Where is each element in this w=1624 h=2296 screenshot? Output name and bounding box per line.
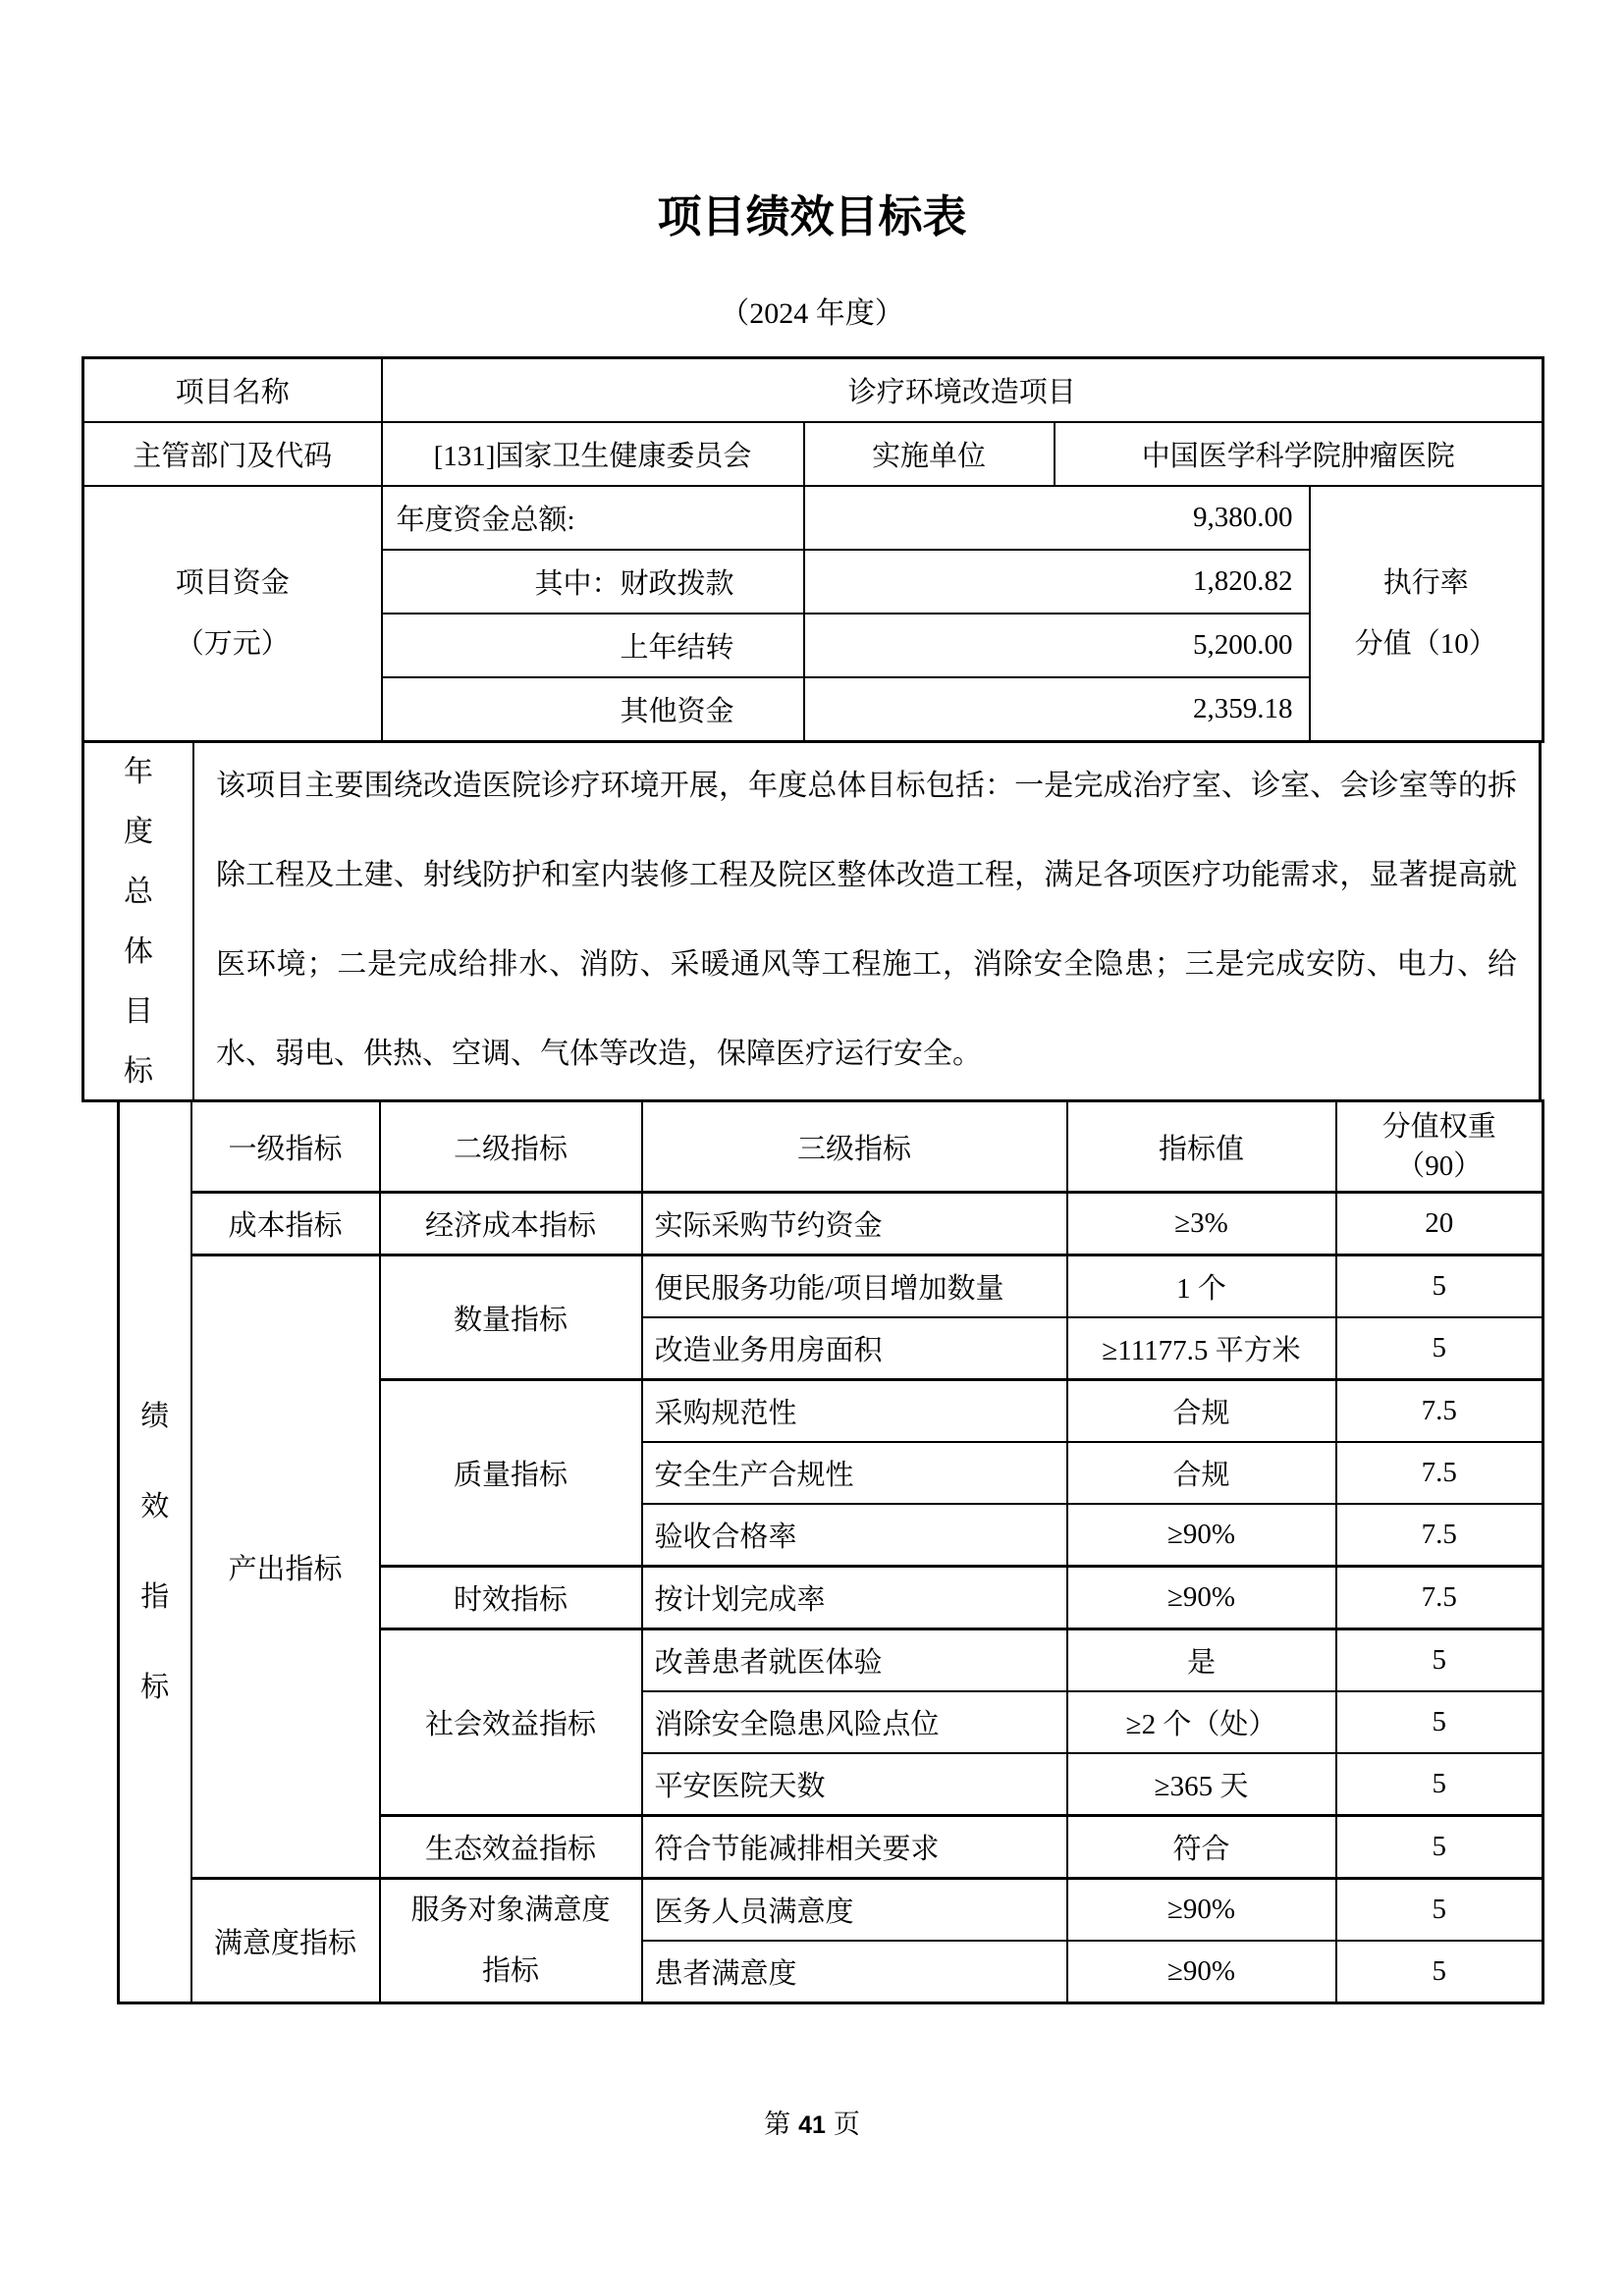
level2-service-satisfaction — [380, 1879, 642, 2003]
annual-goal-label: 年度总体目标 — [124, 755, 153, 1088]
level2-timeliness: 时效指标 — [380, 1567, 642, 1629]
level1-cost: 成本指标 — [191, 1193, 380, 1255]
indicator-name: 消除安全隐患风险点位 — [642, 1691, 1067, 1753]
indicator-value: ≥90% — [1067, 1879, 1336, 1942]
indicator-name: 改造业务用房面积 — [642, 1317, 1067, 1380]
indicator-value: ≥3% — [1067, 1193, 1336, 1255]
indicator-name: 安全生产合规性 — [642, 1442, 1067, 1504]
indicator-row — [119, 1193, 1543, 1255]
level2-service-line1: 服务对象满意度 — [410, 1895, 611, 1926]
level2-economic: 经济成本指标 — [380, 1193, 642, 1255]
indicator-weight: 5 — [1336, 1879, 1543, 1942]
indicators-section-label: 绩效指标 — [140, 1401, 170, 1703]
indicator-name: 患者满意度 — [642, 1941, 1067, 2003]
header-weight-line2: （90） — [1396, 1150, 1483, 1182]
funding-fiscal-label: 其中：财政拨款 — [382, 550, 804, 614]
indicator-value: ≥90% — [1067, 1504, 1336, 1567]
header-weight — [1336, 1101, 1543, 1193]
funding-fiscal-amount: 1,820.82 — [804, 550, 1310, 614]
indicator-weight: 5 — [1336, 1691, 1543, 1753]
project-name-label: 项目名称 — [83, 358, 382, 423]
footer-prefix: 第 — [764, 2109, 791, 2139]
header-value: 指标值 — [1067, 1101, 1336, 1193]
indicators-header-row — [119, 1101, 1543, 1193]
department-row — [83, 422, 1543, 486]
page-subtitle: （2024 年度） — [720, 297, 904, 330]
indicator-value: 合规 — [1067, 1380, 1336, 1443]
execution-rate-line1: 执行率 — [1382, 567, 1469, 599]
indicator-value: ≥90% — [1067, 1567, 1336, 1629]
execution-rate-line2: 分值（10） — [1354, 628, 1497, 660]
indicator-value: ≥2 个（处） — [1067, 1691, 1336, 1753]
indicator-row — [119, 1255, 1543, 1318]
indicator-weight: 7.5 — [1336, 1504, 1543, 1567]
indicator-name: 按计划完成率 — [642, 1567, 1067, 1629]
indicator-value: ≥11177.5 平方米 — [1067, 1317, 1336, 1380]
indicator-value: 合规 — [1067, 1442, 1336, 1504]
indicator-weight: 5 — [1336, 1941, 1543, 2003]
indicator-name: 符合节能减排相关要求 — [642, 1816, 1067, 1879]
indicator-weight: 5 — [1336, 1317, 1543, 1380]
performance-indicators-table — [117, 1099, 1544, 2004]
page-title: 项目绩效目标表 — [657, 192, 967, 241]
funding-carryover-amount: 5,200.00 — [804, 614, 1310, 677]
indicator-name: 平安医院天数 — [642, 1753, 1067, 1816]
indicator-name: 医务人员满意度 — [642, 1879, 1067, 1942]
funding-row-total — [83, 486, 1543, 550]
level2-quality: 质量指标 — [380, 1380, 642, 1567]
indicator-weight: 7.5 — [1336, 1380, 1543, 1443]
indicator-value: ≥365 天 — [1067, 1753, 1336, 1816]
indicator-name: 便民服务功能/项目增加数量 — [642, 1255, 1067, 1318]
indicator-value: ≥90% — [1067, 1941, 1336, 2003]
implementing-unit-value: 中国医学科学院肿瘤医院 — [1055, 422, 1543, 486]
implementing-unit-label: 实施单位 — [804, 422, 1055, 486]
footer-suffix: 页 — [833, 2109, 860, 2139]
indicator-weight: 20 — [1336, 1193, 1543, 1255]
indicator-value: 是 — [1067, 1629, 1336, 1692]
project-name-value: 诊疗环境改造项目 — [382, 358, 1543, 423]
indicator-weight: 7.5 — [1336, 1567, 1543, 1629]
level2-ecological: 生态效益指标 — [380, 1816, 642, 1879]
funding-other-amount: 2,359.18 — [804, 677, 1310, 742]
department-value: [131]国家卫生健康委员会 — [382, 422, 804, 486]
funding-total-label: 年度资金总额: — [382, 486, 804, 550]
indicator-weight: 5 — [1336, 1255, 1543, 1318]
indicator-name: 改善患者就医体验 — [642, 1629, 1067, 1692]
page-footer — [0, 2103, 1624, 2141]
header-weight-line1: 分值权重 — [1381, 1111, 1496, 1143]
level2-social: 社会效益指标 — [380, 1629, 642, 1816]
department-label: 主管部门及代码 — [83, 422, 382, 486]
header-level3: 三级指标 — [642, 1101, 1067, 1193]
indicator-weight: 5 — [1336, 1753, 1543, 1816]
indicator-weight: 5 — [1336, 1816, 1543, 1879]
level2-service-line2: 指标 — [481, 1955, 539, 1987]
level1-satisfaction: 满意度指标 — [191, 1879, 380, 2003]
indicator-name: 验收合格率 — [642, 1504, 1067, 1567]
footer-page-number: 41 — [798, 2111, 826, 2139]
indicator-weight: 5 — [1336, 1629, 1543, 1692]
funding-other-label: 其他资金 — [382, 677, 804, 742]
indicator-weight: 7.5 — [1336, 1442, 1543, 1504]
indicator-name: 采购规范性 — [642, 1380, 1067, 1443]
level2-quantity: 数量指标 — [380, 1255, 642, 1380]
annual-goal-section — [81, 743, 1542, 1102]
indicator-value: 符合 — [1067, 1816, 1336, 1879]
annual-goal-label-cell — [84, 743, 194, 1099]
header-level2: 二级指标 — [380, 1101, 642, 1193]
annual-goal-text: 该项目主要围绕改造医院诊疗环境开展，年度总体目标包括：一是完成治疗室、诊室、会诊室等的拆除工程及土建、射线防护和室内装修工程及院区整体改造工程，满足各项医疗功能需求，显著提高就医环境；二是完成给排水、消防、采暖通风等工程施工，消除安全隐患；三是完成安防、电力、给水、弱电、供热、空调、气体等改造，保障医疗运行安全。 — [216, 770, 1517, 1070]
project-info-table — [81, 356, 1544, 743]
funding-carryover-label: 上年结转 — [382, 614, 804, 677]
funding-label — [83, 486, 382, 742]
header-level1: 一级指标 — [191, 1101, 380, 1193]
indicators-section-label-cell — [119, 1101, 191, 2003]
level1-output: 产出指标 — [191, 1255, 380, 1879]
project-name-row — [83, 358, 1543, 423]
indicator-name: 实际采购节约资金 — [642, 1193, 1067, 1255]
indicator-row — [119, 1879, 1543, 1942]
indicator-value: 1 个 — [1067, 1255, 1336, 1318]
funding-label-line2: （万元） — [175, 628, 290, 660]
funding-total-amount: 9,380.00 — [804, 486, 1310, 550]
funding-label-line1: 项目资金 — [175, 567, 290, 599]
execution-rate-label — [1310, 486, 1543, 742]
